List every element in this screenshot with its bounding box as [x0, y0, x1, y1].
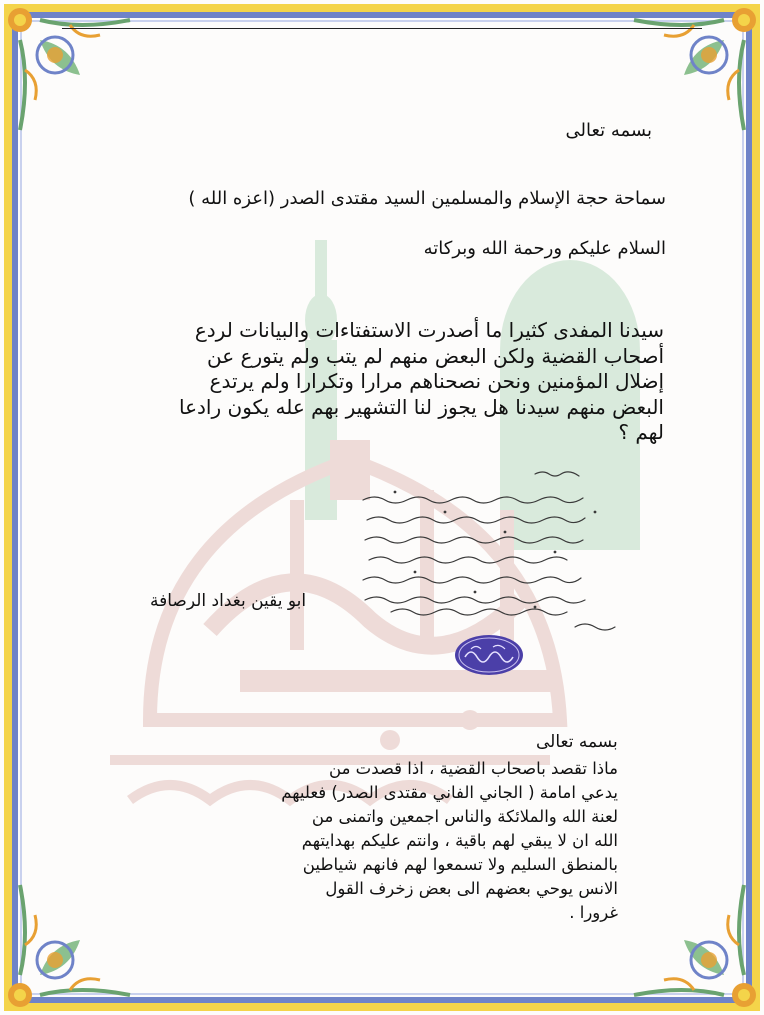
floral-corner-icon [0, 0, 150, 150]
floral-corner-icon [0, 865, 150, 1015]
letter-salam: السلام عليكم ورحمة الله وبركاته [423, 238, 666, 259]
answer-line: بالمنطق السليم ولا تسمعوا لهم فانهم شياطين [302, 855, 618, 874]
answer-line: غرورا . [569, 903, 618, 922]
letter-sender: ابو يقين بغداد الرصافة [150, 591, 307, 611]
answer-line: يدعي امامة ( الجاني الفاني مقتدى الصدر) فعليهم [281, 783, 618, 802]
handwritten-reply-icon [355, 462, 630, 637]
top-rule-line [62, 28, 702, 29]
answer-line: ماذا تقصد باصحاب القضية ، اذا قصدت من [329, 759, 618, 778]
answer-line: الله ان لا يبقي لهم باقية ، وانتم عليكم بهدايتهم [301, 831, 618, 850]
answer-line: لعنة الله والملائكة والناس اجمعين واتمنى من [311, 807, 618, 826]
letter-question: سيدنا المفدى كثيرا ما أصدرت الاستفتاءات والبيانات لردع أصحاب القضية ولكن البعض منهم لم يتب ولم يتورع عن إضلال المؤمنين ونحن نصحناهم مرارا وتكرارا ولم يرتدع البعض منهم سيدنا هل يجوز لنا التشهير بهم عله يكون رادعا لهم ؟ [179, 318, 664, 444]
floral-corner-icon [614, 865, 764, 1015]
answer-heading: بسمه تعالى [536, 732, 618, 752]
letter-address: سماحة حجة الإسلام والمسلمين السيد مقتدى الصدر (اعزه الله ) [188, 188, 666, 209]
office-seal-icon [453, 633, 525, 677]
answer-body [238, 757, 618, 925]
answer-line: الانس يوحي بعضهم الى بعض زخرف القول [325, 879, 618, 898]
letter-basmala: بسمه تعالى [565, 120, 652, 141]
